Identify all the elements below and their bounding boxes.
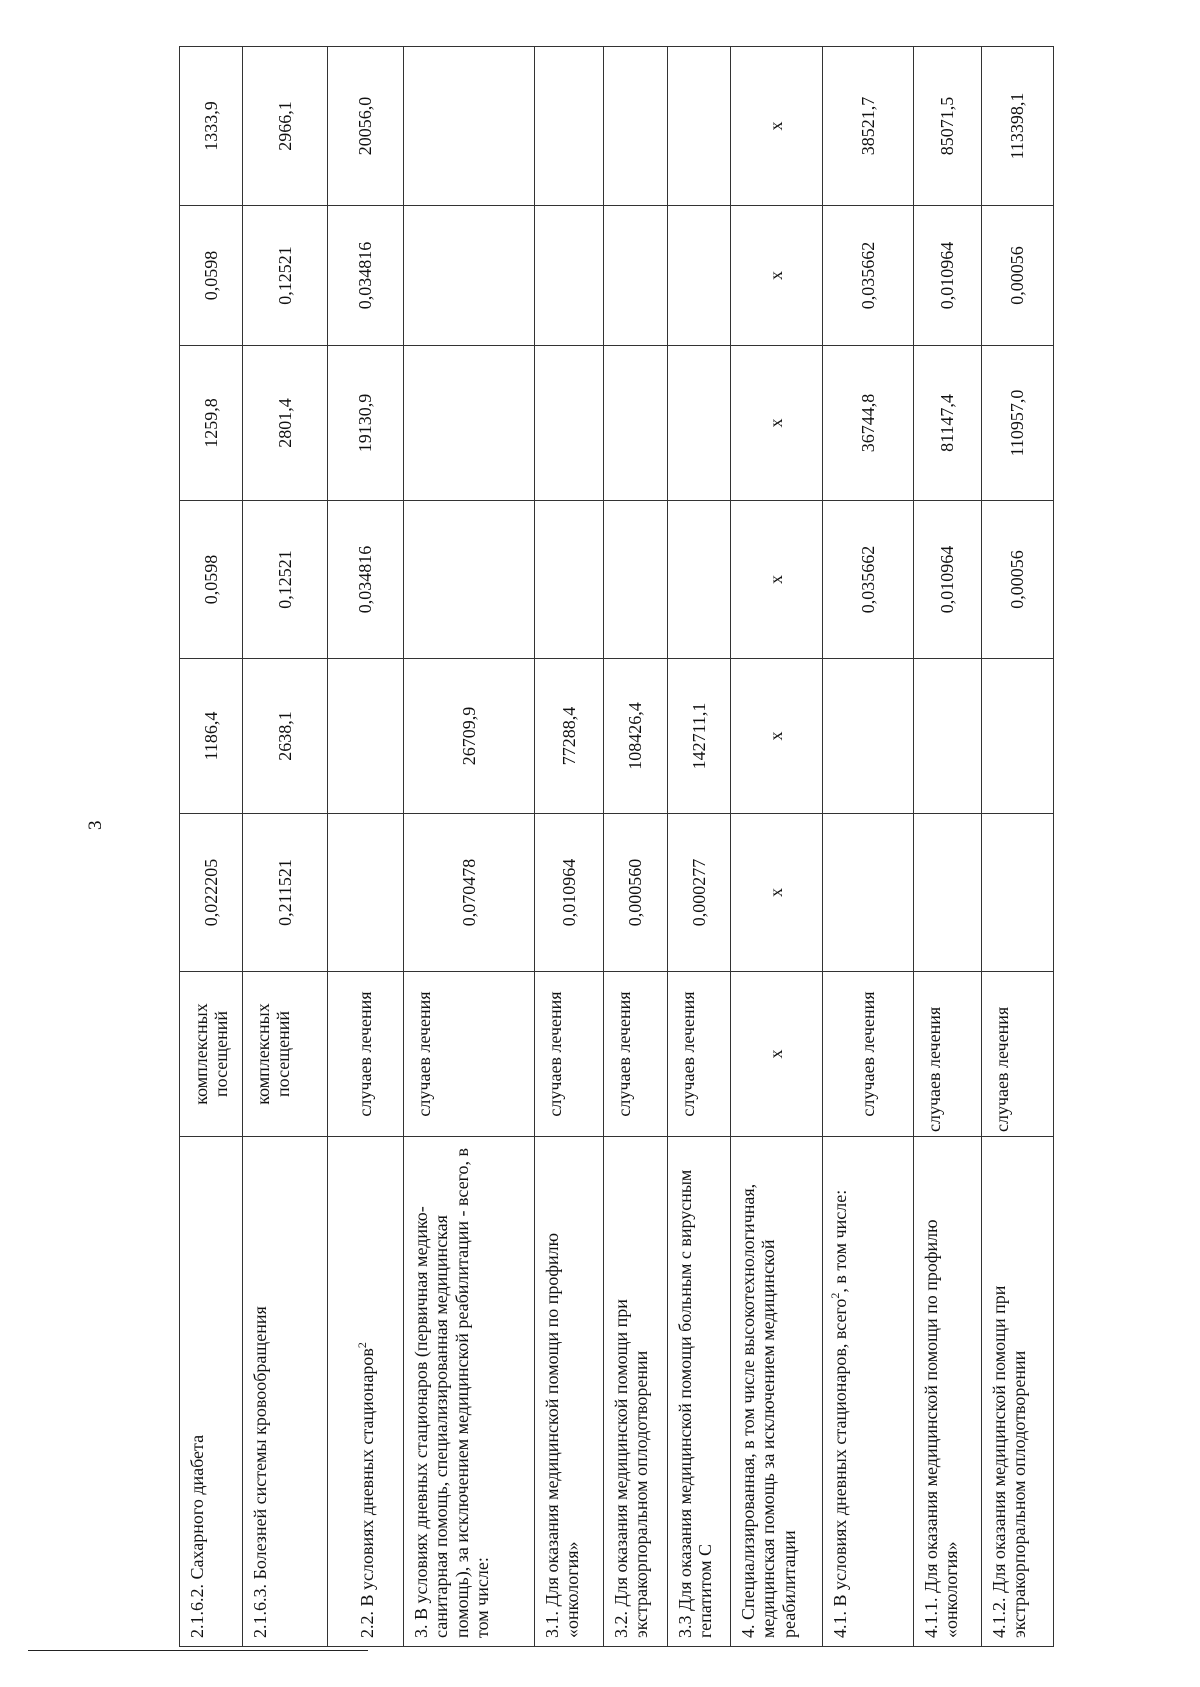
value-cell: 2638,1 [243,659,328,814]
value-cell [535,47,604,206]
page-number: 3 [85,820,106,830]
table-row [731,47,823,1647]
unit-cell: случаев лечения [823,972,914,1137]
footnote-separator [28,1650,368,1651]
unit-cell: случаев лечения [535,972,604,1137]
table-row [914,47,982,1647]
value-cell: 2966,1 [243,47,328,206]
value-cell: 0,034816 [328,501,404,659]
value-cell [404,501,535,659]
table-row [535,47,604,1647]
value-cell: 0,00056 [982,206,1054,346]
row-name: 3.2. Для оказания медицинской помощи при экстракорпоральном оплодотворении [604,1137,668,1647]
table-row [243,47,328,1647]
value-cell: х [731,47,823,206]
value-cell: х [731,346,823,501]
value-cell: 0,010964 [914,206,982,346]
unit-cell: случаев лечения [328,972,404,1137]
value-cell: х [731,814,823,972]
value-cell: 26709,9 [404,659,535,814]
unit-cell: случаев лечения [604,972,668,1137]
value-cell: 0,00056 [982,501,1054,659]
value-cell: 19130,9 [328,346,404,501]
value-cell: 0,000277 [668,814,731,972]
value-cell [604,47,668,206]
value-cell: 0,0598 [180,501,243,659]
value-cell [982,659,1054,814]
unit-cell: случаев лечения [982,972,1054,1137]
value-cell: 1259,8 [180,346,243,501]
value-cell: 36744,8 [823,346,914,501]
value-cell [604,346,668,501]
value-cell [535,206,604,346]
value-cell [404,346,535,501]
value-cell [982,814,1054,972]
value-cell: 85071,5 [914,47,982,206]
unit-cell: комплексных посещений [180,972,243,1137]
row-name: 3.3 Для оказания медицинской помощи больным с вирусным гепатитом С [668,1137,731,1647]
value-cell [668,501,731,659]
row-name: 4.1.2. Для оказания медицинской помощи при экстракорпоральном оплодотворении [982,1137,1054,1647]
value-cell: 0,070478 [404,814,535,972]
value-cell: 0,0598 [180,206,243,346]
row-name: 3. В условиях дневных стационаров (первичная медико-санитарная помощь, специализированная медицинская помощь), за исключением медицинской реабилитации - всего, в том числе: [404,1137,535,1647]
value-cell: 108426,4 [604,659,668,814]
value-cell [668,47,731,206]
value-cell: 0,000560 [604,814,668,972]
value-cell: х [731,206,823,346]
value-cell: 38521,7 [823,47,914,206]
value-cell: 0,035662 [823,501,914,659]
row-name: 3.1. Для оказания медицинской помощи по профилю «онкология» [535,1137,604,1647]
value-cell [604,206,668,346]
table-row [604,47,668,1647]
value-cell: 0,12521 [243,206,328,346]
value-cell [823,659,914,814]
value-cell: 0,034816 [328,206,404,346]
rotated-table-container [179,47,1200,1647]
value-cell [404,47,535,206]
row-name: 4.1.1. Для оказания медицинской помощи по профилю «онкология» [914,1137,982,1647]
value-cell: 77288,4 [535,659,604,814]
value-cell [914,659,982,814]
standards-table [179,46,1054,1647]
unit-cell: случаев лечения [668,972,731,1137]
value-cell [404,206,535,346]
value-cell [535,501,604,659]
value-cell [604,501,668,659]
row-name: 4.1. В условиях дневных стационаров, всего$^2$, в том числе: [823,1137,914,1647]
value-cell: 0,12521 [243,501,328,659]
row-name: 2.2. В условиях дневных стационаров$^2$ [328,1137,404,1647]
value-cell: 2801,4 [243,346,328,501]
value-cell: 0,035662 [823,206,914,346]
value-cell: 0,022205 [180,814,243,972]
value-cell: 81147,4 [914,346,982,501]
table-row [404,47,535,1647]
unit-cell: случаев лечения [914,972,982,1137]
value-cell: х [731,501,823,659]
row-name: 2.1.6.2. Сахарного диабета [180,1137,243,1647]
row-name: 4. Специализированная, в том числе высокотехнологичная, медицинская помощь за исключением медицинской реабилитации [731,1137,823,1647]
value-cell: 1186,4 [180,659,243,814]
unit-cell: комплексных посещений [243,972,328,1137]
value-cell: 113398,1 [982,47,1054,206]
table-row [180,47,243,1647]
value-cell: 0,211521 [243,814,328,972]
value-cell: 142711,1 [668,659,731,814]
value-cell: 0,010964 [914,501,982,659]
value-cell: 0,010964 [535,814,604,972]
value-cell [328,814,404,972]
value-cell [535,346,604,501]
unit-cell: случаев лечения [404,972,535,1137]
value-cell: 1333,9 [180,47,243,206]
value-cell: 110957,0 [982,346,1054,501]
value-cell: 20056,0 [328,47,404,206]
table-row [668,47,731,1647]
table-row [328,47,404,1647]
value-cell [914,814,982,972]
value-cell: х [731,659,823,814]
table-row [982,47,1054,1647]
value-cell [328,659,404,814]
unit-cell: х [731,972,823,1137]
row-name: 2.1.6.3. Болезней системы кровообращения [243,1137,328,1647]
value-cell [823,814,914,972]
table-row [823,47,914,1647]
value-cell [668,206,731,346]
value-cell [668,346,731,501]
